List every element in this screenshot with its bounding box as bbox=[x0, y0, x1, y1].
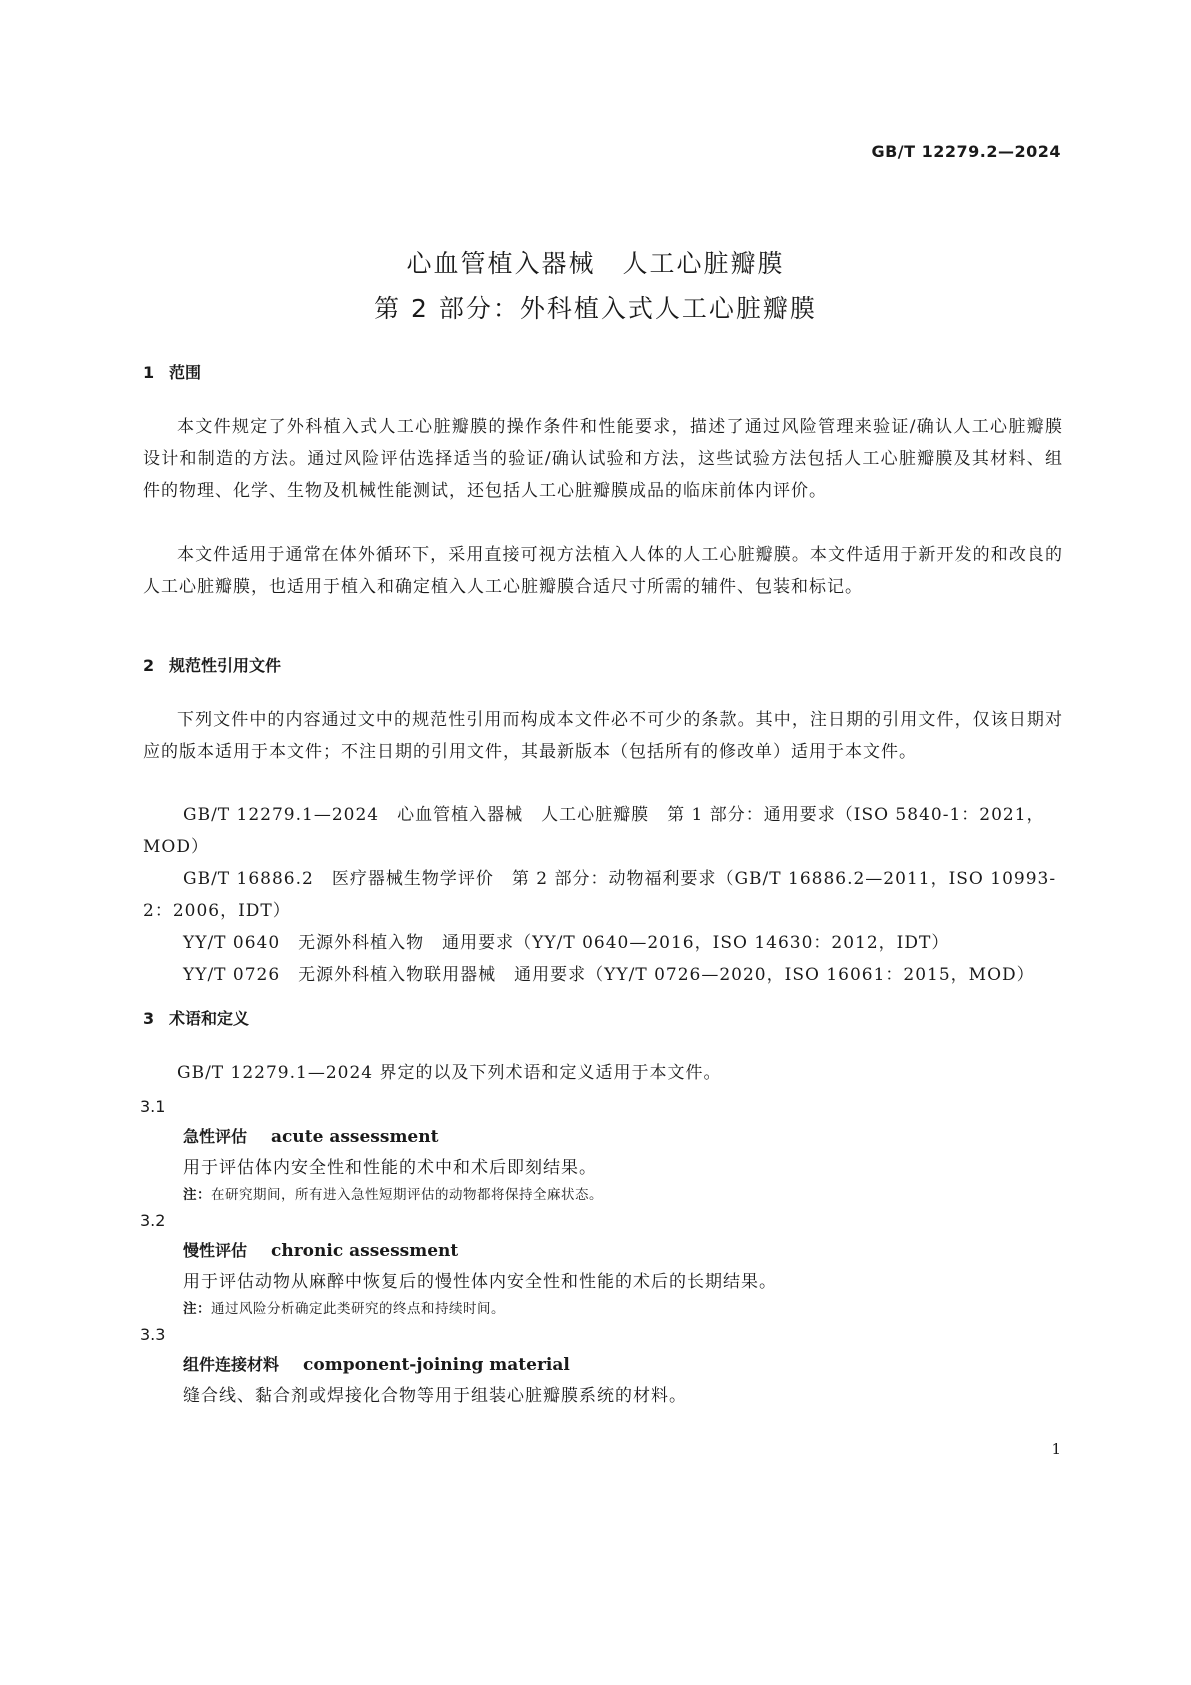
note-text: 在研究期间，所有进入急性短期评估的动物都将保持全麻状态。 bbox=[211, 1187, 603, 1203]
term-zh: 慢性评估 bbox=[183, 1241, 248, 1260]
term-en: acute assessment bbox=[271, 1127, 439, 1147]
paragraph: GB/T 12279.1—2024 界定的以及下列术语和定义适用于本文件。 bbox=[177, 1063, 722, 1083]
section-number: 2 bbox=[143, 656, 155, 675]
section-title: 规范性引用文件 bbox=[169, 656, 282, 675]
reference-item bbox=[143, 799, 1063, 863]
section-number: 3 bbox=[143, 1009, 155, 1028]
section-number: 1 bbox=[143, 363, 155, 382]
paragraph: 本文件适用于通常在体外循环下，采用直接可视方法植入人体的人工心脏瓣膜。本文件适用于新开发的和改良的人工心脏瓣膜，也适用于植入和确定植入人工心脏瓣膜合适尺寸所需的辅件、包装和标记。 bbox=[143, 545, 1063, 597]
section-heading-scope bbox=[143, 360, 201, 383]
term-heading bbox=[183, 1238, 458, 1261]
term-number: 3.2 bbox=[140, 1211, 166, 1230]
term-heading bbox=[183, 1352, 570, 1375]
section-title: 术语和定义 bbox=[169, 1009, 250, 1028]
term-note bbox=[183, 1297, 505, 1317]
document-title-line1: 心血管植入器械 人工心脏瓣膜 bbox=[406, 249, 785, 278]
term-number: 3.1 bbox=[140, 1097, 166, 1116]
reference-item bbox=[143, 959, 1063, 991]
paragraph: 本文件规定了外科植入式人工心脏瓣膜的操作条件和性能要求，描述了通过风险管理来验证/确认人工心脏瓣膜设计和制造的方法。通过风险评估选择适当的验证/确认试验和方法，这些试验方法包括人工心脏瓣膜及其材料、组件的物理、化学、生物及机械性能测试，还包括人工心脏瓣膜成品的临床前体内评价。 bbox=[143, 417, 1063, 501]
document-title-line2: 第 2 部分：外科植入式人工心脏瓣膜 bbox=[374, 294, 817, 323]
reference-text: YY/T 0640 无源外科植入物 通用要求（YY/T 0640—2016，ISO 14630：2012，IDT） bbox=[183, 933, 950, 953]
note-text: 通过风险分析确定此类研究的终点和持续时间。 bbox=[211, 1301, 505, 1317]
term-en: chronic assessment bbox=[271, 1241, 459, 1261]
note-label: 注： bbox=[183, 1301, 211, 1317]
term-zh: 组件连接材料 bbox=[183, 1355, 280, 1374]
reference-text: GB/T 12279.1—2024 心血管植入器械 人工心脏瓣膜 第 1 部分：通用要求（ISO 5840-1：2021，MOD） bbox=[143, 805, 1045, 857]
term-zh: 急性评估 bbox=[183, 1127, 248, 1146]
standard-code: GB/T 12279.2—2024 bbox=[871, 142, 1061, 161]
reference-item bbox=[143, 927, 1063, 959]
term-note bbox=[183, 1183, 603, 1203]
reference-text: YY/T 0726 无源外科植入物联用器械 通用要求（YY/T 0726—2020，ISO 16061：2015，MOD） bbox=[183, 965, 1035, 985]
paragraph: 下列文件中的内容通过文中的规范性引用而构成本文件必不可少的条款。其中，注日期的引用文件，仅该日期对应的版本适用于本文件；不注日期的引用文件，其最新版本（包括所有的修改单）适用于本文件。 bbox=[143, 710, 1063, 762]
reference-item bbox=[143, 863, 1063, 927]
term-number: 3.3 bbox=[140, 1325, 166, 1344]
term-definition: 用于评估动物从麻醉中恢复后的慢性体内安全性和性能的术后的长期结果。 bbox=[183, 1272, 777, 1292]
term-heading bbox=[183, 1124, 438, 1147]
note-label: 注： bbox=[183, 1187, 211, 1203]
section-heading-terms bbox=[143, 1006, 249, 1029]
page-number: 1 bbox=[1051, 1440, 1061, 1458]
term-definition: 缝合线、黏合剂或焊接化合物等用于组装心脏瓣膜系统的材料。 bbox=[183, 1386, 687, 1406]
section-title: 范围 bbox=[169, 363, 202, 382]
section-heading-normative-references bbox=[143, 653, 281, 676]
term-definition: 用于评估体内安全性和性能的术中和术后即刻结果。 bbox=[183, 1158, 597, 1178]
term-en: component-joining material bbox=[303, 1355, 570, 1375]
reference-text: GB/T 16886.2 医疗器械生物学评价 第 2 部分：动物福利要求（GB/T 16886.2—2011，ISO 10993-2：2006，IDT） bbox=[143, 869, 1057, 921]
